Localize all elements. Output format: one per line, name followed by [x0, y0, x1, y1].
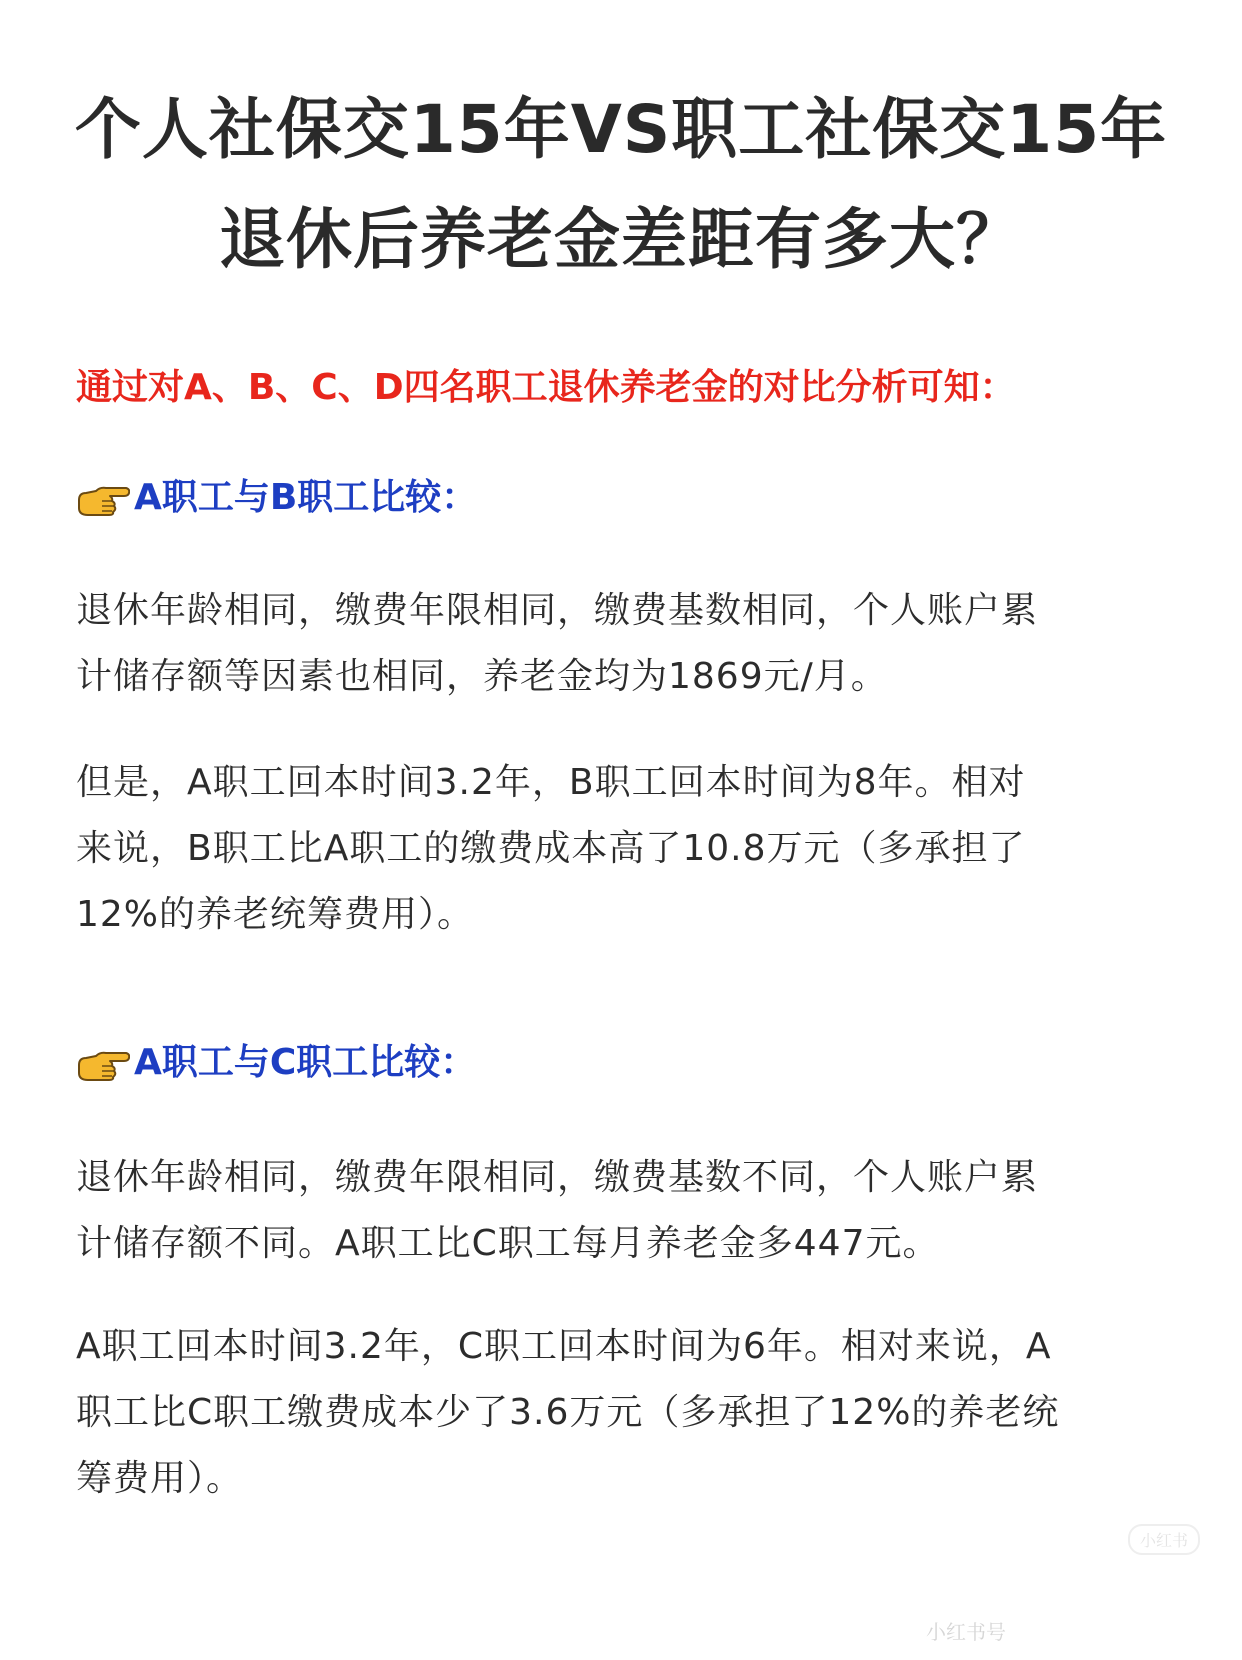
watermark-handle: 小红书号 [926, 1620, 1006, 1644]
paragraph-ab-1 [76, 578, 1176, 710]
page-title-line-2: 退休后养老金差距有多大？ [219, 201, 1023, 278]
section-heading-text: A职工与B职工比较： [134, 477, 478, 518]
section-heading-text: A职工与C职工比较： [134, 1042, 477, 1083]
paragraph-ab-2 [76, 750, 1176, 948]
paragraph-line: 筹费用）。 [76, 1458, 244, 1499]
watermark-badge: 小红书 [1128, 1524, 1200, 1555]
pointing-hand-icon [76, 1043, 130, 1083]
paragraph-ac-1 [76, 1145, 1176, 1277]
paragraph-line: 退休年龄相同，缴费年限相同，缴费基数相同，个人账户累 [76, 590, 1039, 631]
page-title-line-1: 个人社保交15年VS职工社保交15年 [74, 91, 1168, 168]
paragraph-line: 来说，B职工比A职工的缴费成本高了10.8万元（多承担了 [76, 828, 1026, 869]
paragraph-line: 职工比C职工缴费成本少了3.6万元（多承担了12%的养老统 [76, 1392, 1060, 1433]
section-heading-a-vs-c [76, 1040, 476, 1086]
section-heading-a-vs-b [76, 475, 477, 521]
lead-summary: 通过对A、B、C、D四名职工退休养老金的对比分析可知： [76, 367, 1016, 408]
pointing-hand-icon [76, 478, 130, 518]
paragraph-line: 12%的养老统筹费用）。 [76, 894, 475, 935]
paragraph-ac-2 [76, 1314, 1176, 1512]
paragraph-line: 计储存额等因素也相同，养老金均为1869元/月。 [76, 656, 888, 697]
paragraph-line: 计储存额不同。A职工比C职工每月养老金多447元。 [76, 1223, 940, 1264]
paragraph-line: A职工回本时间3.2年，C职工回本时间为6年。相对来说，A [76, 1326, 1052, 1367]
paragraph-line: 退休年龄相同，缴费年限相同，缴费基数不同，个人账户累 [76, 1157, 1039, 1198]
paragraph-line: 但是，A职工回本时间3.2年，B职工回本时间为8年。相对 [76, 762, 1026, 803]
